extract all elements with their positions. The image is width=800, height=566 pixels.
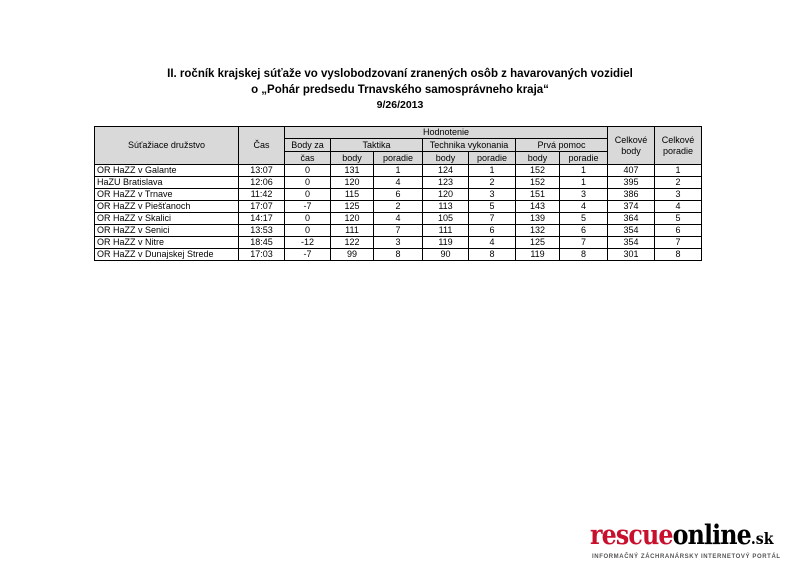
header-technique: Technika vykonania bbox=[423, 139, 516, 152]
cell-technique-rank: 3 bbox=[469, 189, 516, 201]
header-time: Čas bbox=[239, 127, 285, 165]
table-row bbox=[95, 213, 702, 225]
header-evaluation: Hodnotenie bbox=[285, 127, 608, 139]
cell-total-rank: 6 bbox=[655, 225, 702, 237]
cell-time-points: 0 bbox=[285, 177, 331, 189]
cell-tactics-rank: 4 bbox=[374, 177, 423, 189]
header-tactics-points: body bbox=[331, 152, 374, 165]
header-first-aid-points: body bbox=[516, 152, 560, 165]
cell-first-aid-rank: 5 bbox=[560, 213, 608, 225]
table-row bbox=[95, 225, 702, 237]
cell-time-points: 0 bbox=[285, 189, 331, 201]
cell-first-aid-points: 151 bbox=[516, 189, 560, 201]
cell-team: OR HaZZ v Skalici bbox=[95, 213, 239, 225]
logo-tld-text: .sk bbox=[750, 529, 774, 548]
cell-first-aid-points: 152 bbox=[516, 177, 560, 189]
header-total-rank-line1: Celkové bbox=[661, 134, 695, 145]
cell-technique-rank: 1 bbox=[469, 165, 516, 177]
cell-first-aid-rank: 8 bbox=[560, 249, 608, 261]
cell-technique-points: 105 bbox=[423, 213, 469, 225]
cell-technique-rank: 7 bbox=[469, 213, 516, 225]
cell-first-aid-rank: 3 bbox=[560, 189, 608, 201]
cell-technique-rank: 4 bbox=[469, 237, 516, 249]
cell-first-aid-points: 143 bbox=[516, 201, 560, 213]
document-title-line1: II. ročník krajskej súťaže vo vyslobodzovaní zranených osôb z havarovaných vozidiel bbox=[167, 68, 633, 80]
logo-tagline: INFORMAČNÝ ZÁCHRANÁRSKY INTERNETOVÝ PORTÁL bbox=[592, 554, 781, 560]
document-title-line2: o „Pohár predsedu Trnavského samosprávneho kraja“ bbox=[251, 84, 549, 96]
cell-first-aid-rank: 7 bbox=[560, 237, 608, 249]
cell-time: 17:07 bbox=[239, 201, 285, 213]
logo-online-text: online bbox=[672, 520, 751, 551]
cell-total-points: 395 bbox=[608, 177, 655, 189]
cell-total-points: 407 bbox=[608, 165, 655, 177]
table-row bbox=[95, 165, 702, 177]
document-date: 9/26/2013 bbox=[376, 99, 424, 111]
cell-tactics-points: 125 bbox=[331, 201, 374, 213]
cell-total-rank: 7 bbox=[655, 237, 702, 249]
cell-time: 11:42 bbox=[239, 189, 285, 201]
cell-technique-points: 113 bbox=[423, 201, 469, 213]
cell-team: OR HaZZ v Galante bbox=[95, 165, 239, 177]
cell-team: OR HaZZ v Trnave bbox=[95, 189, 239, 201]
cell-time: 13:53 bbox=[239, 225, 285, 237]
cell-tactics-points: 131 bbox=[331, 165, 374, 177]
header-total-points bbox=[608, 127, 655, 165]
header-technique-points: body bbox=[423, 152, 469, 165]
header-first-aid: Prvá pomoc bbox=[516, 139, 608, 152]
cell-team: HaZU Bratislava bbox=[95, 177, 239, 189]
header-total-points-line1: Celkové bbox=[614, 134, 648, 145]
cell-total-points: 301 bbox=[608, 249, 655, 261]
table-row bbox=[95, 249, 702, 261]
cell-tactics-points: 99 bbox=[331, 249, 374, 261]
cell-first-aid-points: 132 bbox=[516, 225, 560, 237]
cell-total-points: 374 bbox=[608, 201, 655, 213]
cell-tactics-points: 120 bbox=[331, 177, 374, 189]
cell-time-points: -7 bbox=[285, 249, 331, 261]
cell-time-points: 0 bbox=[285, 165, 331, 177]
header-first-aid-rank: poradie bbox=[560, 152, 608, 165]
header-total-rank-line2: poradie bbox=[662, 145, 694, 156]
header-time-points-line2: čas bbox=[285, 152, 331, 165]
cell-tactics-rank: 4 bbox=[374, 213, 423, 225]
cell-technique-points: 124 bbox=[423, 165, 469, 177]
cell-first-aid-points: 152 bbox=[516, 165, 560, 177]
cell-time: 17:03 bbox=[239, 249, 285, 261]
cell-technique-rank: 2 bbox=[469, 177, 516, 189]
logo-wordmark bbox=[590, 521, 773, 554]
cell-team: OR HaZZ v Senici bbox=[95, 225, 239, 237]
cell-total-rank: 3 bbox=[655, 189, 702, 201]
cell-time: 13:07 bbox=[239, 165, 285, 177]
cell-time-points: -12 bbox=[285, 237, 331, 249]
cell-first-aid-points: 139 bbox=[516, 213, 560, 225]
header-total-points-line2: body bbox=[621, 145, 641, 156]
cell-total-rank: 4 bbox=[655, 201, 702, 213]
cell-first-aid-rank: 4 bbox=[560, 201, 608, 213]
cell-total-points: 364 bbox=[608, 213, 655, 225]
table-row bbox=[95, 237, 702, 249]
table-row bbox=[95, 177, 702, 189]
cell-first-aid-rank: 1 bbox=[560, 177, 608, 189]
cell-time-points: 0 bbox=[285, 213, 331, 225]
header-total-rank bbox=[655, 127, 702, 165]
cell-technique-points: 111 bbox=[423, 225, 469, 237]
cell-tactics-rank: 7 bbox=[374, 225, 423, 237]
cell-total-points: 354 bbox=[608, 237, 655, 249]
cell-technique-rank: 6 bbox=[469, 225, 516, 237]
cell-total-rank: 1 bbox=[655, 165, 702, 177]
cell-technique-points: 120 bbox=[423, 189, 469, 201]
cell-total-points: 386 bbox=[608, 189, 655, 201]
header-time-points-line1: Body za bbox=[285, 139, 331, 152]
cell-time-points: -7 bbox=[285, 201, 331, 213]
cell-time: 18:45 bbox=[239, 237, 285, 249]
cell-tactics-rank: 1 bbox=[374, 165, 423, 177]
cell-technique-points: 90 bbox=[423, 249, 469, 261]
header-team: Súťažiace družstvo bbox=[95, 127, 239, 165]
table-row bbox=[95, 201, 702, 213]
cell-tactics-rank: 3 bbox=[374, 237, 423, 249]
document-header bbox=[0, 66, 800, 113]
table-row bbox=[95, 189, 702, 201]
cell-first-aid-rank: 1 bbox=[560, 165, 608, 177]
cell-first-aid-points: 125 bbox=[516, 237, 560, 249]
header-tactics-rank: poradie bbox=[374, 152, 423, 165]
table-body bbox=[95, 165, 702, 261]
cell-first-aid-points: 119 bbox=[516, 249, 560, 261]
cell-total-rank: 8 bbox=[655, 249, 702, 261]
logo-rescue-text: rescue bbox=[590, 520, 673, 551]
cell-first-aid-rank: 6 bbox=[560, 225, 608, 237]
cell-tactics-rank: 2 bbox=[374, 201, 423, 213]
header-technique-rank: poradie bbox=[469, 152, 516, 165]
cell-technique-rank: 5 bbox=[469, 201, 516, 213]
cell-total-rank: 5 bbox=[655, 213, 702, 225]
cell-tactics-points: 122 bbox=[331, 237, 374, 249]
cell-team: OR HaZZ v Piešťanoch bbox=[95, 201, 239, 213]
table-header bbox=[95, 127, 702, 165]
cell-tactics-points: 111 bbox=[331, 225, 374, 237]
results-table bbox=[94, 126, 702, 261]
cell-total-points: 354 bbox=[608, 225, 655, 237]
cell-technique-rank: 8 bbox=[469, 249, 516, 261]
cell-time: 12:06 bbox=[239, 177, 285, 189]
cell-tactics-rank: 8 bbox=[374, 249, 423, 261]
cell-technique-points: 123 bbox=[423, 177, 469, 189]
cell-time: 14:17 bbox=[239, 213, 285, 225]
cell-total-rank: 2 bbox=[655, 177, 702, 189]
header-tactics: Taktika bbox=[331, 139, 423, 152]
cell-time-points: 0 bbox=[285, 225, 331, 237]
cell-team: OR HaZZ v Dunajskej Strede bbox=[95, 249, 239, 261]
cell-tactics-rank: 6 bbox=[374, 189, 423, 201]
cell-technique-points: 119 bbox=[423, 237, 469, 249]
cell-tactics-points: 115 bbox=[331, 189, 374, 201]
cell-tactics-points: 120 bbox=[331, 213, 374, 225]
rescueonline-logo bbox=[590, 521, 790, 561]
cell-team: OR HaZZ v Nitre bbox=[95, 237, 239, 249]
